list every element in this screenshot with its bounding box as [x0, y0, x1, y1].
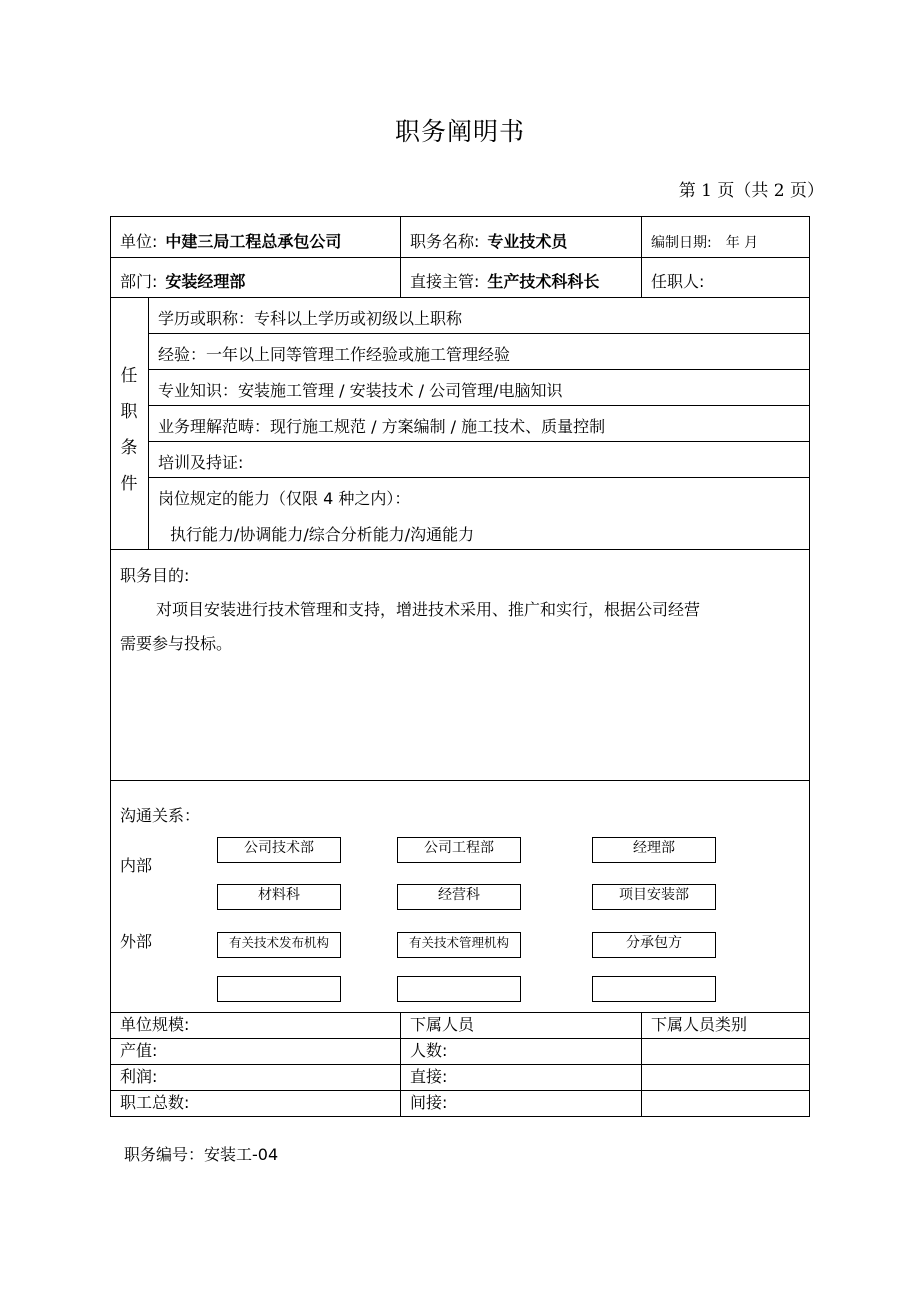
- knowledge-requirement: 专业知识：安装施工管理 / 安装技术 / 公司管理/电脑知识: [158, 381, 563, 400]
- internal-box-operations: 经营科: [397, 884, 521, 910]
- subordinate-types-label: 下属人员类别: [651, 1015, 748, 1034]
- training-requirement: 培训及持证:: [158, 453, 244, 472]
- external-box-subcontractor: 分承包方: [592, 932, 716, 958]
- purpose-label: 职务目的:: [120, 566, 190, 585]
- headcount-label: 人数:: [410, 1041, 448, 1060]
- subordinates-label: 下属人员: [410, 1015, 475, 1034]
- output-label: 产值:: [120, 1041, 158, 1060]
- external-box-empty-3: [592, 976, 716, 1002]
- qualifications-side-label-1: 任: [120, 366, 138, 386]
- unit-value: 中建三局工程总承包公司: [165, 232, 342, 251]
- date-label: 编制日期: 年 月: [651, 235, 759, 251]
- internal-box-project-install: 项目安装部: [592, 884, 716, 910]
- supervisor-label: 直接主管: 生产技术科科长: [410, 272, 600, 291]
- external-box-empty-2: [397, 976, 521, 1002]
- external-box-tech-management: 有关技术管理机构: [397, 932, 521, 958]
- qualifications-side-label-2: 职: [120, 402, 138, 422]
- supervisor-value: 生产技术科科长: [487, 272, 600, 291]
- qualifications-side-label-3: 条: [120, 438, 138, 458]
- indirect-label: 间接:: [410, 1093, 448, 1112]
- business-scope-requirement: 业务理解范畴：现行施工规范 / 方案编制 / 施工技术、质量控制: [158, 417, 606, 436]
- internal-box-materials: 材料科: [217, 884, 341, 910]
- communication-label: 沟通关系：: [120, 806, 201, 825]
- external-box-tech-release: 有关技术发布机构: [217, 932, 341, 958]
- page-indicator: 第 1 页（共 2 页）: [678, 181, 824, 201]
- dept-value: 安装经理部: [165, 272, 246, 291]
- document-title: 职务阐明书: [394, 117, 525, 146]
- purpose-text-line2: 需要参与投标。: [120, 634, 233, 653]
- unit-label: 单位: 中建三局工程总承包公司: [120, 232, 342, 251]
- position-value: 专业技术员: [487, 232, 568, 251]
- internal-box-manager-dept: 经理部: [592, 837, 716, 863]
- position-label: 职务名称: 专业技术员: [410, 232, 568, 251]
- abilities-value: 执行能力/协调能力/综合分析能力/沟通能力: [170, 525, 475, 544]
- abilities-label: 岗位规定的能力（仅限 4 种之内）：: [158, 489, 411, 508]
- direct-label: 直接:: [410, 1067, 448, 1086]
- internal-label: 内部: [120, 856, 153, 875]
- experience-requirement: 经验：一年以上同等管理工作经验或施工管理经验: [158, 345, 511, 364]
- unit-scale-label: 单位规模:: [120, 1015, 190, 1034]
- dept-label: 部门: 安装经理部: [120, 272, 246, 291]
- job-code: 职务编号：安装工-04: [124, 1145, 279, 1164]
- holder-label: 任职人:: [651, 272, 705, 291]
- internal-box-engineering-dept: 公司工程部: [397, 837, 521, 863]
- external-label: 外部: [120, 932, 153, 951]
- qualifications-side-label-4: 件: [120, 474, 138, 494]
- purpose-text-line1: 对项目安装进行技术管理和支持，增进技术采用、推广和实行，根据公司经营: [156, 600, 701, 619]
- external-box-empty-1: [217, 976, 341, 1002]
- profit-label: 利润:: [120, 1067, 158, 1086]
- total-staff-label: 职工总数:: [120, 1093, 190, 1112]
- date-value: 年 月: [725, 235, 759, 251]
- education-requirement: 学历或职称：专科以上学历或初级以上职称: [158, 309, 463, 328]
- internal-box-tech-dept: 公司技术部: [217, 837, 341, 863]
